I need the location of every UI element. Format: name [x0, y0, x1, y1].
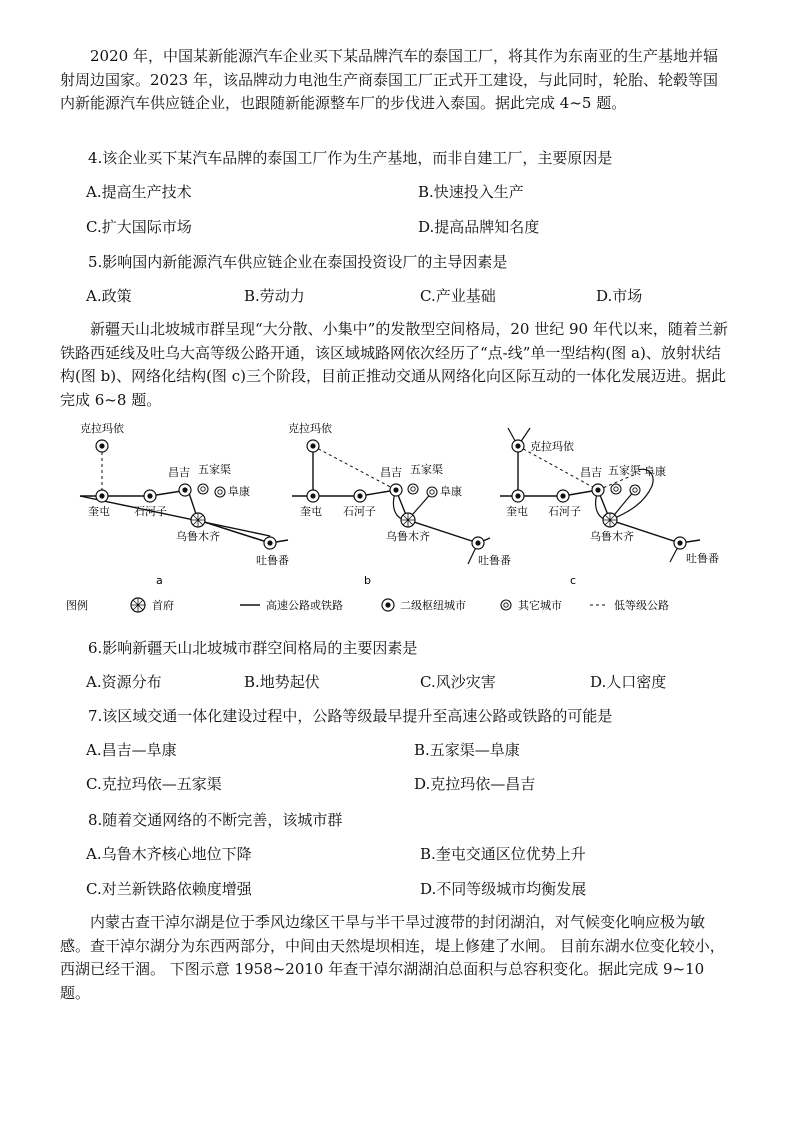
question-8-option-a: A.乌鲁木齐核心地位下降	[86, 845, 252, 863]
question-7-option-a: A.昌吉—阜康	[86, 741, 177, 759]
question-4-option-b: B.快速投入生产	[418, 183, 524, 201]
wujiaqu-marker-b	[408, 484, 418, 494]
changji-marker-c	[592, 484, 604, 496]
legend-capital: 首府	[152, 599, 174, 612]
urumqi-marker-c	[603, 513, 617, 527]
label-fukang: 阜康	[228, 485, 250, 498]
label-turpan: 吐鲁番	[256, 554, 289, 567]
question-4-option-a: A.提高生产技术	[86, 183, 192, 201]
panel-c	[500, 428, 719, 587]
label-fukang-b: 阜康	[440, 485, 462, 498]
label-turpan-b: 吐鲁番	[478, 554, 511, 567]
label-shihezi-c: 石河子	[548, 505, 581, 518]
kelamayi-marker-c	[512, 440, 524, 452]
question-8-stem: 8.随着交通网络的不断完善，该城市群	[88, 811, 343, 829]
kuitun-marker-c	[512, 490, 524, 502]
question-4-option-c: C.扩大国际市场	[86, 218, 192, 236]
legend-title: 图例	[66, 599, 88, 612]
question-4-option-d: D.提高品牌知名度	[418, 218, 540, 236]
label-turpan-c: 吐鲁番	[686, 552, 719, 565]
label-wujiaqu-c: 五家渠	[608, 464, 641, 477]
legend-hub-symbol	[382, 599, 394, 611]
question-5-option-a: A.政策	[86, 287, 132, 305]
question-7-option-d: D.克拉玛依—昌吉	[414, 775, 536, 793]
label-changji-b: 昌吉	[380, 466, 402, 479]
shihezi-marker-c	[557, 490, 569, 502]
question-8-option-c: C.对兰新铁路依赖度增强	[86, 880, 252, 898]
label-kelamayi: 克拉玛依	[80, 422, 124, 435]
panel-label-c: c	[570, 574, 577, 587]
turpan-marker-c	[674, 537, 686, 549]
question-6-option-d: D.人口密度	[590, 673, 667, 691]
urumqi-marker	[191, 513, 205, 527]
legend-highway: 高速公路或铁路	[266, 599, 343, 612]
urumqi-marker-b	[401, 513, 415, 527]
wujiaqu-marker	[198, 484, 208, 494]
label-shihezi-b: 石河子	[343, 505, 376, 518]
label-kelamayi-c: 克拉玛依	[530, 440, 574, 453]
panel-label-a: a	[156, 574, 163, 587]
label-shihezi: 石河子	[134, 505, 167, 518]
question-7-option-c: C.克拉玛依—五家渠	[86, 775, 222, 793]
intro-paragraph-4-5: 2020 年，中国某新能源汽车企业买下某品牌汽车的泰国工厂，将其作为东南亚的生产基地并辐射周边国家。2023 年，该品牌动力电池生产商泰国工厂正式开工建设，与此同时，轮胎、轮毂等国内新能源汽车供应链企业，也跟随新能源整车厂的步伐进入泰国。据此完成 4~5 题。	[60, 47, 718, 112]
intro-paragraph-9-10: 内蒙古查干淖尔湖是位于季风边缘区干旱与半干旱过渡带的封闭湖泊，对气候变化响应极为敏感。查干淖尔湖分为东西两部分，中间由天然堤坝相连，堤上修建了水闸。 目前东湖水位变化较小，西湖已经干涸。 下图示意 1958~2010 年查干淖尔湖湖泊总面积与总容积变化。据此完成 9~10 题。	[60, 913, 725, 1002]
label-wujiaqu: 五家渠	[198, 463, 231, 476]
panel-label-b: b	[364, 574, 371, 587]
legend-hub: 二级枢纽城市	[400, 599, 466, 612]
label-kuitun: 奎屯	[88, 505, 110, 518]
shihezi-marker-b	[354, 490, 366, 502]
intro-paragraph-6-8: 新疆天山北坡城市群呈现“大分散、小集中”的发散型空间格局，20 世纪 90 年代以来，随着兰新铁路西延线及吐乌大高等级公路开通，该区域城路网依次经历了“点-线”单一型结构(图 a)、放射状结构(图 b)、网络化结构(图 c)三个阶段，目前正推动交通从网络化向区际互动的一体化发展迈进。据此完成 6~8 题。	[60, 320, 728, 409]
label-changji: 昌吉	[168, 466, 190, 479]
legend-capital-symbol	[131, 598, 145, 612]
question-5-option-c: C.产业基础	[420, 287, 496, 305]
label-kuitun-c: 奎屯	[506, 505, 528, 518]
legend-other-symbol	[501, 600, 511, 610]
panel-b	[288, 421, 511, 587]
kuitun-marker-b	[307, 490, 319, 502]
label-wujiaqu-b: 五家渠	[410, 463, 443, 476]
question-8-option-d: D.不同等级城市均衡发展	[420, 880, 587, 898]
label-changji-c: 昌吉	[580, 466, 602, 479]
turpan-marker	[264, 537, 276, 549]
question-6-option-a: A.资源分布	[86, 673, 162, 691]
figure-legend	[66, 598, 669, 612]
question-7-stem: 7.该区域交通一体化建设过程中，公路等级最早提升至高速公路或铁路的可能是	[88, 707, 613, 725]
label-kuitun-b: 奎屯	[300, 505, 322, 518]
label-urumqi-b: 乌鲁木齐	[386, 530, 430, 543]
label-urumqi-c: 乌鲁木齐	[590, 530, 634, 543]
question-4-stem: 4.该企业买下某汽车品牌的泰国工厂作为生产基地，而非自建工厂，主要原因是	[88, 149, 613, 167]
legend-lowroad: 低等级公路	[614, 599, 669, 612]
question-5-option-b: B.劳动力	[244, 287, 305, 305]
wujiaqu-marker-c	[611, 484, 621, 494]
changji-marker-b	[390, 484, 402, 496]
kelamayi-marker-b	[307, 440, 319, 452]
fukang-marker-c	[630, 485, 640, 495]
kelamayi-marker	[96, 440, 108, 452]
transport-network-figure	[60, 412, 732, 622]
fukang-marker	[215, 487, 225, 497]
changji-marker	[179, 484, 191, 496]
legend-other: 其它城市	[518, 599, 562, 612]
label-urumqi: 乌鲁木齐	[176, 530, 220, 543]
turpan-marker-b	[472, 537, 484, 549]
kuitun-marker	[96, 490, 108, 502]
panel-a	[80, 421, 289, 587]
question-6-stem: 6.影响新疆天山北坡城市群空间格局的主要因素是	[88, 639, 418, 657]
fukang-marker-b	[427, 487, 437, 497]
question-6-option-b: B.地势起伏	[244, 673, 320, 691]
question-6-option-c: C.风沙灾害	[420, 673, 496, 691]
question-8-option-b: B.奎屯交通区位优势上升	[420, 845, 586, 863]
question-5-stem: 5.影响国内新能源汽车供应链企业在泰国投资设厂的主导因素是	[88, 253, 508, 271]
question-7-option-b: B.五家渠—阜康	[414, 741, 520, 759]
shihezi-marker	[144, 490, 156, 502]
question-5-option-d: D.市场	[596, 287, 643, 305]
label-fukang-c: 阜康	[644, 465, 666, 478]
label-kelamayi-b: 克拉玛依	[288, 422, 332, 435]
